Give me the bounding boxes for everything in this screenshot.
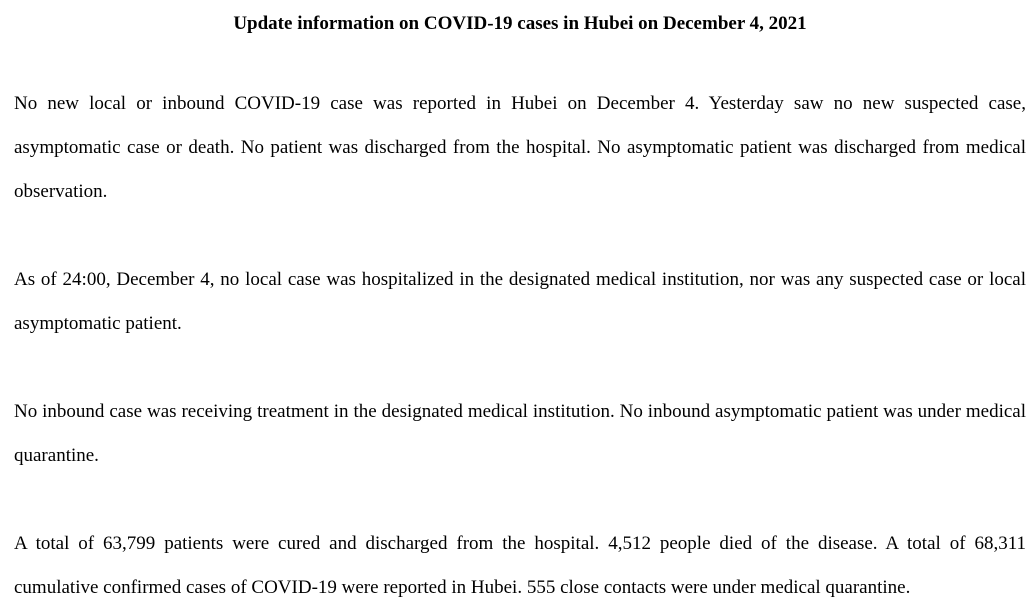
paragraph-new-cases: No new local or inbound COVID-19 case was reported in Hubei on December 4. Yesterday saw no new suspected case, asymptomatic case or death. No patient was discharged from the hospital. No asymptomatic patient was discharged from medical observation. bbox=[14, 93, 1026, 202]
paragraph-hospitalized: As of 24:00, December 4, no local case was hospitalized in the designated medical institution, nor was any suspected case or local asymptomatic patient. bbox=[14, 269, 1026, 334]
document-title: Update information on COVID-19 cases in Hubei on December 4, 2021 bbox=[233, 13, 807, 34]
document-page bbox=[14, 0, 1026, 610]
paragraph-inbound: No inbound case was receiving treatment in the designated medical institution. No inbound asymptomatic patient was under medical quarantine. bbox=[14, 401, 1026, 466]
paragraph-totals: A total of 63,799 patients were cured and discharged from the hospital. 4,512 people died of the disease. A total of 68,311 cumulative confirmed cases of COVID-19 were reported in Hubei. 555 close contacts were under medical quarantine. bbox=[14, 533, 1026, 598]
